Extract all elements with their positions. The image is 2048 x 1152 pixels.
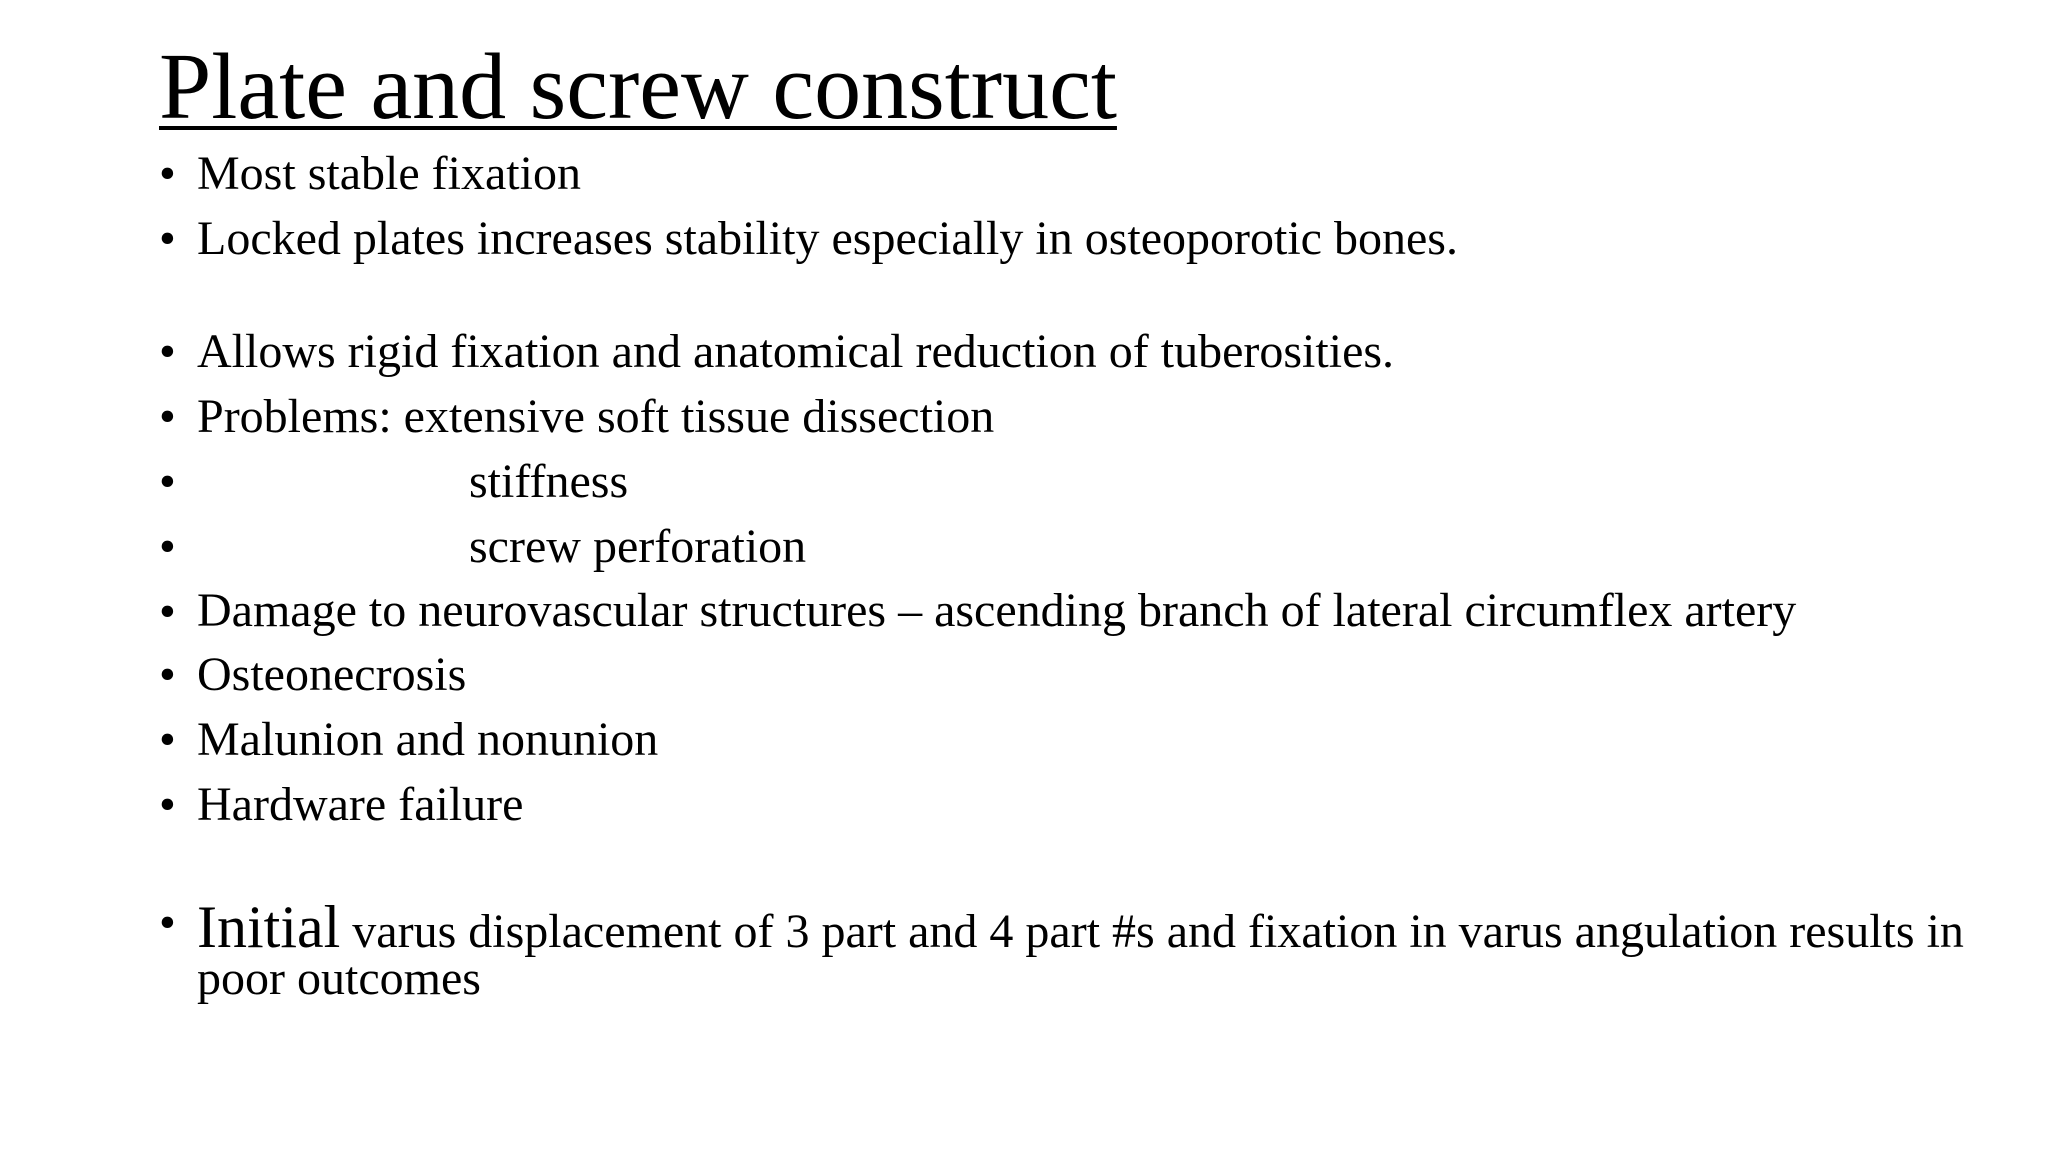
bullet-marker: • <box>159 390 176 443</box>
bullet-item-last <box>159 893 1979 1005</box>
bullet-lead-word: Initial <box>197 893 341 960</box>
bullet-text: screw perforation <box>469 520 807 573</box>
bullet-text: stiffness <box>469 455 629 508</box>
bullet-item <box>159 712 1979 766</box>
bullet-text: Problems: extensive soft tissue dissection <box>197 390 995 443</box>
bullet-list <box>159 147 1979 1018</box>
bullet-text: Malunion and nonunion <box>197 712 659 766</box>
bullet-text: Hardware failure <box>197 777 524 831</box>
bullet-text: Allows rigid fixation and anatomical reduction of tuberosities. <box>197 325 1395 378</box>
bullet-item <box>159 147 1979 200</box>
bullet-rest-text: varus displacement of 3 part and 4 part #s and fixation in varus angulation results in poor outcomes <box>197 904 1964 1005</box>
bullet-text-last <box>197 893 1979 1005</box>
slide-title: Plate and screw construct <box>159 35 1117 139</box>
bullet-item <box>159 390 1979 443</box>
bullet-text: Damage to neurovascular structures – ascending branch of lateral circumflex artery <box>197 584 1797 637</box>
bullet-marker: • <box>159 520 176 573</box>
bullet-marker: • <box>159 777 176 831</box>
bullet-marker: • <box>159 895 176 949</box>
bullet-marker: • <box>159 147 176 200</box>
bullet-item <box>159 455 1979 508</box>
bullet-item <box>159 212 1979 265</box>
bullet-item <box>159 777 1979 831</box>
bullet-marker: • <box>159 585 176 638</box>
bullet-item <box>159 647 1979 701</box>
bullet-item <box>159 584 1979 638</box>
bullet-text: Locked plates increases stability especially in osteoporotic bones. <box>197 212 1458 265</box>
bullet-item <box>159 520 1979 573</box>
bullet-text: Most stable fixation <box>197 147 581 200</box>
bullet-item <box>159 325 1979 378</box>
bullet-marker: • <box>159 325 176 378</box>
bullet-marker: • <box>159 712 176 766</box>
bullet-marker: • <box>159 647 176 701</box>
bullet-text: Osteonecrosis <box>197 647 467 701</box>
bullet-marker: • <box>159 455 176 508</box>
bullet-marker: • <box>159 212 176 265</box>
